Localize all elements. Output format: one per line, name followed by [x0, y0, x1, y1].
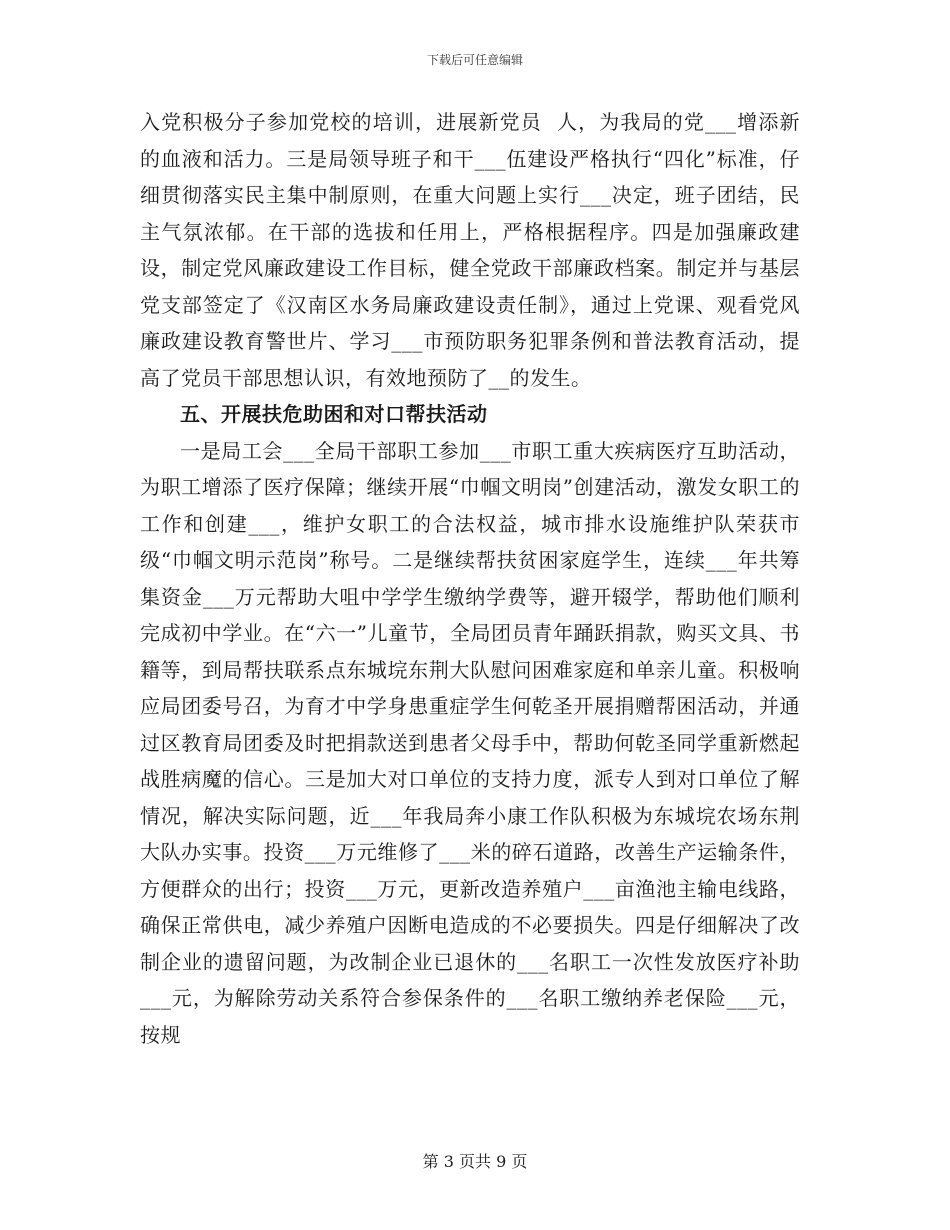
page-header: 下载后可任意编辑 [426, 53, 523, 67]
paragraph-continued: 入党积极分子参加党校的培训，进展新党员 人，为我局的党___增添新的血液和活力。三是局领导班子和干___伍建设严格执行“四化”标准，仔细贯彻落实民主集中制原则，在重大问题上实行___决定，班子团结，民主气氛浓郁。在干部的选拔和任用上，严格根据程序。四是加强廉政建设，制定党风廉政建设工作目标，健全党政干部廉政档案。制定并与基层党支部签定了《汉南区水务局廉政建设责任制》，通过上党课、观看党风廉政建设教育警世片、学习___市预防职务犯罪条例和普法教育活动，提高了党员干部思想认识，有效地预防了__的发生。 [140, 110, 800, 390]
paragraph-section-five: 一是局工会___全局干部职工参加___市职工重大疾病医疗互助活动，为职工增添了医疗保障；继续开展“巾帼文明岗”创建活动，激发女职工的工作和创建___，维护女职工的合法权益，城市排水设施维护队荣获市级“巾帼文明示范岗”称号。二是继续帮扶贫困家庭学生，连续___年共筹集资金___万元帮助大咀中学学生缴纳学费等，避开辍学，帮助他们顺利完成初中学业。在“六一”儿童节，全局团员青年踊跃捐款，购买文具、书籍等，到局帮扶联系点东城垸东荆大队慰问困难家庭和单亲儿童。积极响应局团委号召，为育才中学身患重症学生何乾圣开展捐赠帮困活动，并通过区教育局团委及时把捐款送到患者父母手中，帮助何乾圣同学重新燃起战胜病魔的信心。三是加大对口单位的支持力度，派专人到对口单位了解情况，解决实际问题，近___年我局奔小康工作队积极为东城垸农场东荆大队办实事。投资___万元维修了___米的碎石道路，改善生产运输条件，方便群众的出行；投资___万元，更新改造养殖户___亩渔池主输电线路，确保正常供电，减少养殖户因断电造成的不必要损失。四是仔细解决了改制企业的遗留问题，为改制企业已退休的___名职工一次性发放医疗补助___元，为解除劳动关系符合参保条件的___名职工缴纳养老保险___元，按规 [140, 438, 800, 1047]
page-number: 第 3 页共 9 页 [422, 1152, 528, 1171]
document-body [140, 104, 800, 1053]
section-heading: 五、开展扶危助困和对口帮扶活动 [180, 402, 488, 426]
